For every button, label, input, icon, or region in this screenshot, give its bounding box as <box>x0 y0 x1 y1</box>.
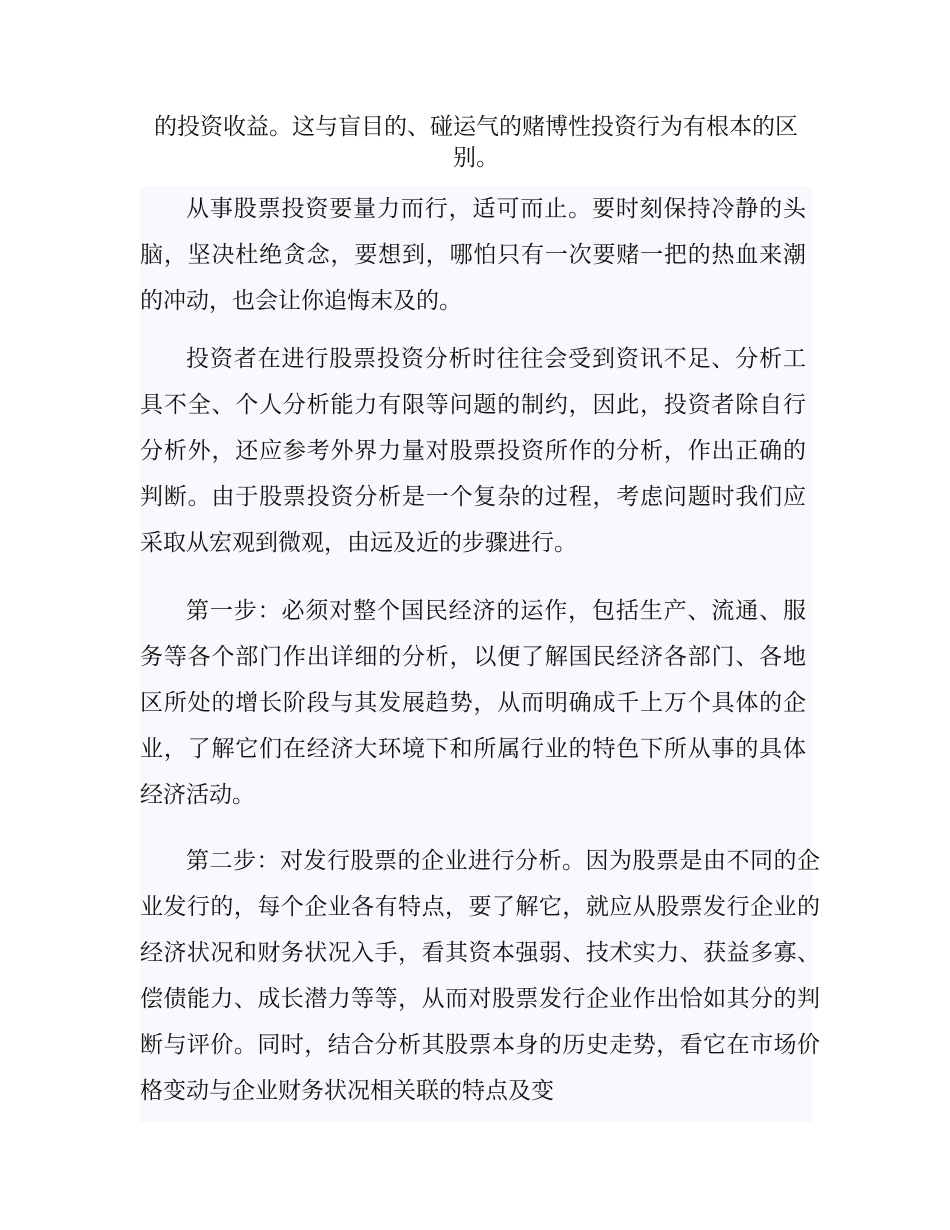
intro-text: 的投资收益。这与盲目的、碰运气的赌博性投资行为有根本的区别。 <box>154 114 798 171</box>
paragraph-analysis-overview: 投资者在进行股票投资分析时往往会受到资讯不足、分析工具不全、个人分析能力有限等问题的制约，因此，投资者除自行分析外，还应参考外界力量对股票投资所作的分析，作出正确的判断。由于股票投资分析是一个复杂的过程，考虑问题时我们应采取从宏观到微观，由远及近的步骤进行。 <box>140 346 806 556</box>
body-text-block <box>140 186 820 1122</box>
paragraph-step-two: 第二步：对发行股票的企业进行分析。因为股票是由不同的企业发行的，每个企业各有特点，要了解它，就应从股票发行企业的经济状况和财务状况入手，看其资本强弱、技术实力、获益多寡、偿债能力、成长潜力等等，从而对股票发行企业作出恰如其分的判断与评价。同时，结合分析其股票本身的历史走势，看它在市场价格变动与企业财务状况相关联的特点及变 <box>140 848 820 1104</box>
paragraph-step-one: 第一步：必须对整个国民经济的运作，包括生产、流通、服务等各个部门作出详细的分析，以便了解国民经济各部门、各地区所处的增长阶段与其发展趋势，从而明确成千上万个具体的企业，了解它们在经济大环境下和所属行业的特色下所从事的具体经济活动。 <box>140 598 806 808</box>
paragraph-moderation: 从事股票投资要量力而行，适可而止。要时刻保持冷静的头脑，坚决杜绝贪念，要想到，哪怕只有一次要赌一把的热血来潮的冲动，也会让你追悔末及的。 <box>140 196 806 314</box>
